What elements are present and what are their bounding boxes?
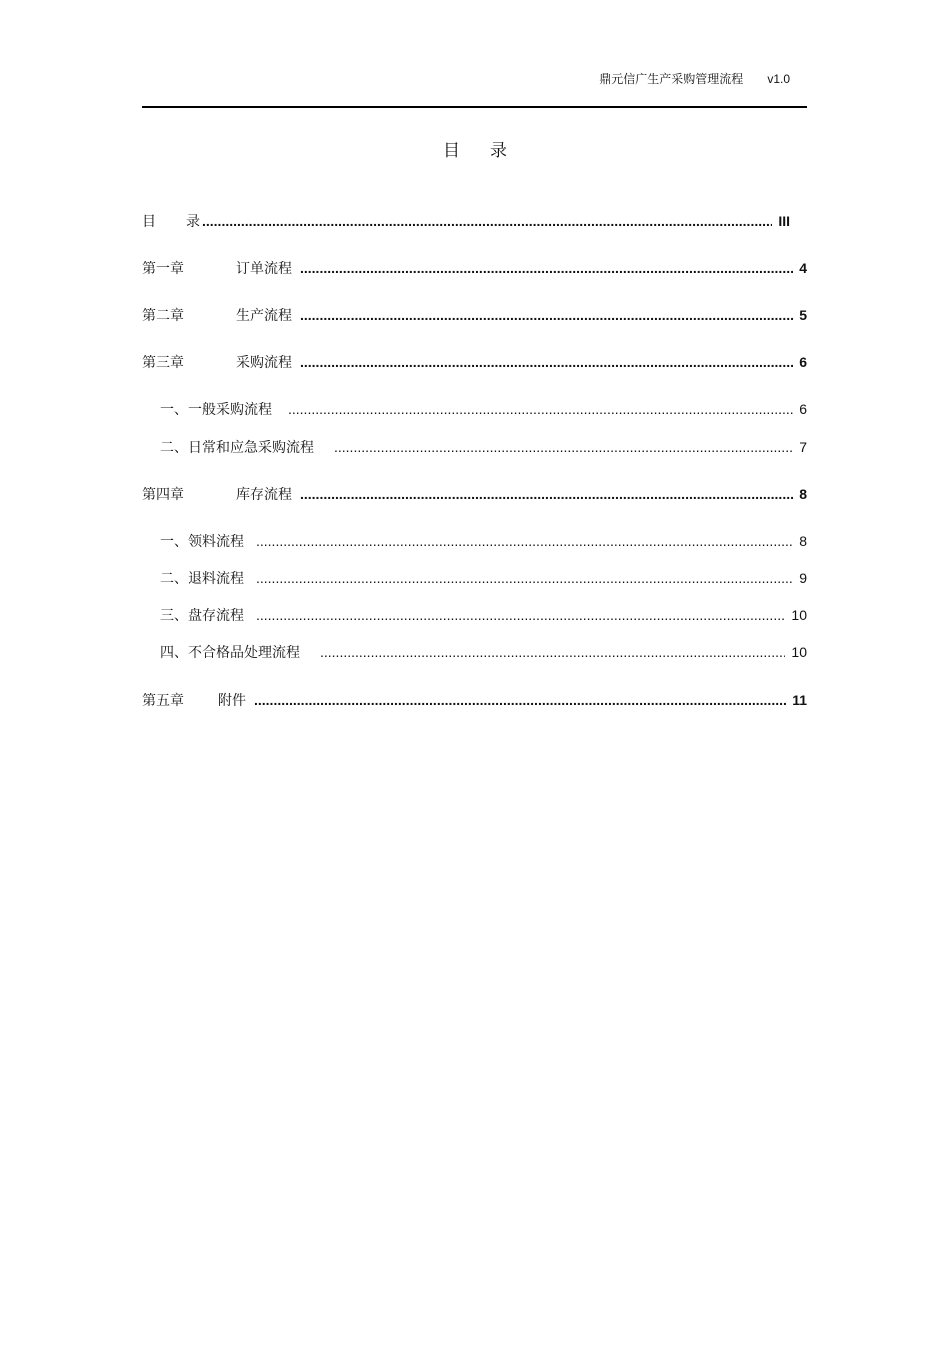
- toc-entry-label: 一、: [160, 534, 188, 550]
- toc-entry-page: 7: [799, 439, 807, 455]
- toc-entry-title: 盘存流程: [188, 608, 244, 624]
- toc-entry-label: 目: [142, 214, 156, 230]
- header-version: v1.0: [767, 72, 790, 86]
- toc-entry-section-4-2[interactable]: [160, 568, 807, 589]
- toc-leader-dots: [300, 305, 793, 325]
- toc-entry-section-3-2[interactable]: [160, 437, 807, 458]
- toc-entry-title: 订单流程: [236, 261, 292, 277]
- toc-entry-label: 第三章: [142, 355, 184, 371]
- toc-leader-dots: [288, 399, 793, 419]
- toc-entry-label: 四、: [160, 645, 188, 661]
- toc-entry-chapter-1[interactable]: [142, 258, 807, 279]
- toc-entry-label: 三、: [160, 608, 188, 624]
- toc-entry-page: 4: [799, 260, 807, 276]
- toc-entry-chapter-4[interactable]: [142, 484, 807, 505]
- toc-leader-dots: [256, 568, 793, 588]
- toc-entry-chapter-5[interactable]: [142, 690, 807, 711]
- toc-entry-label: 二、: [160, 571, 188, 587]
- toc-entry-title: 生产流程: [236, 308, 292, 324]
- toc-leader-dots: [300, 258, 793, 278]
- toc-leader-dots: [256, 605, 785, 625]
- toc-entry-title: 采购流程: [236, 355, 292, 371]
- toc-leader-dots: [256, 531, 793, 551]
- toc-entry-section-4-1[interactable]: [160, 531, 807, 552]
- toc-heading: [0, 136, 950, 161]
- toc-entry-chapter-2[interactable]: [142, 305, 807, 326]
- toc-entry-title: 退料流程: [188, 571, 244, 587]
- toc-entry-title: 录: [186, 214, 200, 230]
- page-header: [142, 70, 807, 90]
- toc-entry-page: 5: [799, 307, 807, 323]
- toc-entry-label: 第四章: [142, 487, 184, 503]
- toc-entry-title: 日常和应急采购流程: [188, 440, 314, 456]
- toc-entry-page: 9: [799, 570, 807, 586]
- header-doc-title: 鼎元信广生产采购管理流程: [599, 72, 744, 86]
- toc-entry-section-4-3[interactable]: [160, 605, 807, 626]
- toc-leader-dots: [300, 352, 793, 372]
- toc-heading-left: 目: [443, 141, 460, 161]
- toc-entry-label: 第二章: [142, 308, 184, 324]
- toc-entry-label: 一、: [160, 402, 188, 418]
- toc-leader-dots: [320, 642, 785, 662]
- toc-entry-page: 8: [799, 486, 807, 502]
- toc-entry-label: 第五章: [142, 693, 184, 709]
- toc-entry-section-4-4[interactable]: [160, 642, 807, 663]
- toc-entry-contents[interactable]: [142, 211, 790, 232]
- toc-entry-page: 10: [791, 607, 807, 623]
- toc-entry-section-3-1[interactable]: [160, 399, 807, 420]
- toc-entry-title: 库存流程: [236, 487, 292, 503]
- toc-heading-right: 录: [490, 141, 507, 161]
- toc-entry-page: 10: [791, 644, 807, 660]
- toc-entry-label: 二、: [160, 440, 188, 456]
- header-rule: [142, 106, 807, 108]
- toc-entry-page: 11: [792, 692, 807, 708]
- toc-entry-page: 6: [799, 401, 807, 417]
- toc-entry-title: 不合格品处理流程: [188, 645, 300, 661]
- toc-leader-dots: [202, 211, 772, 231]
- toc-entry-page: 6: [799, 354, 807, 370]
- toc-entry-title: 附件: [218, 693, 246, 709]
- toc-leader-dots: [300, 484, 793, 504]
- toc-leader-dots: [334, 437, 793, 457]
- toc-entry-title: 领料流程: [188, 534, 244, 550]
- toc-entry-label: 第一章: [142, 261, 184, 277]
- toc-entry-page: III: [778, 213, 790, 229]
- toc-entry-title: 一般采购流程: [188, 402, 272, 418]
- toc-leader-dots: [254, 690, 786, 710]
- toc-entry-page: 8: [799, 533, 807, 549]
- toc-entry-chapter-3[interactable]: [142, 352, 807, 373]
